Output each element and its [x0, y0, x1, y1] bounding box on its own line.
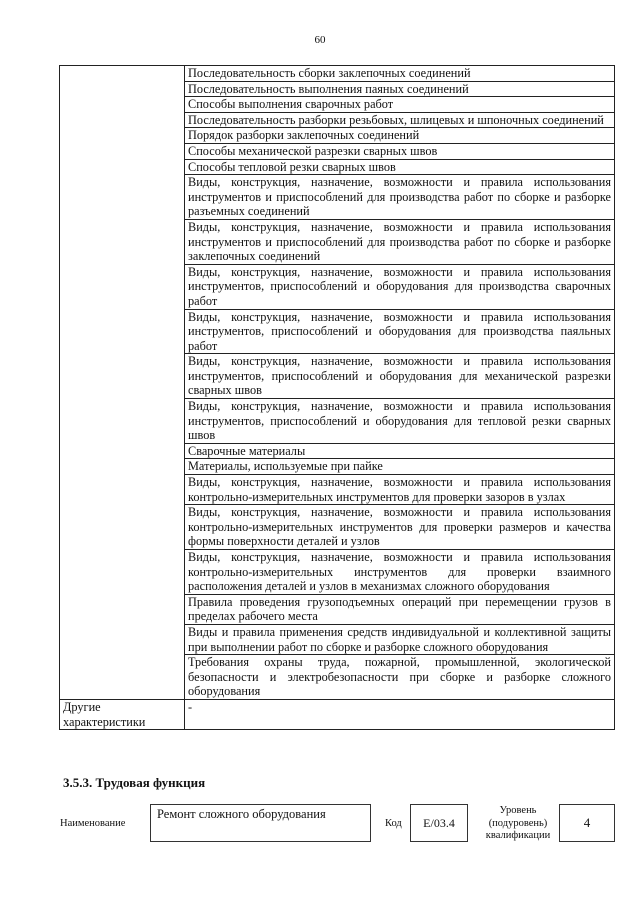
knowledge-item-text: Последовательность выполнения паяных соединений — [188, 81, 469, 96]
knowledge-item — [185, 264, 615, 309]
knowledge-item-text: Способы выполнения сварочных работ — [188, 97, 394, 112]
knowledge-item-text: Сварочные материалы — [188, 443, 306, 458]
qualification-level-label: Уровень (подуровень) квалификации — [485, 805, 551, 841]
row-label-empty — [60, 66, 185, 700]
knowledge-item-text: Виды, конструкция, назначение, возможности и правила использования контрольно-измерительных инструментов для проверки размеров и качества формы поверхности деталей и узлов — [188, 505, 611, 549]
qualification-level-field: 4 — [559, 804, 615, 842]
knowledge-item — [185, 443, 615, 459]
knowledge-item — [185, 505, 615, 550]
knowledge-item — [185, 128, 615, 144]
other-characteristics-value: - — [185, 699, 615, 729]
knowledge-item-text: Последовательность разборки резьбовых, шлицевых и шпоночных соединений — [188, 112, 604, 127]
page-number: 60 — [314, 34, 326, 46]
knowledge-item — [185, 624, 615, 654]
knowledge-item — [185, 81, 615, 97]
knowledge-item-text: Виды, конструкция, назначение, возможности и правила использования контрольно-измерительных инструментов для проверки взаимного расположения деталей и узлов в механизмах сложного оборудования — [188, 550, 611, 594]
knowledge-item-text: Виды и правила применения средств индивидуальной и коллективной защиты при выполнении работ по сборке и разборке сложного оборудования — [188, 624, 611, 654]
knowledge-item-text: Порядок разборки заклепочных соединений — [188, 128, 420, 143]
knowledge-item — [185, 175, 615, 220]
table-row-other — [60, 699, 615, 729]
knowledge-item-text: Материалы, используемые при пайке — [188, 459, 383, 474]
knowledge-item-text: Правила проведения грузоподъемных операций при перемещении грузов в пределах рабочего места — [188, 594, 611, 624]
knowledge-item — [185, 219, 615, 264]
knowledge-item — [185, 112, 615, 128]
function-name-field: Ремонт сложного оборудования — [150, 804, 371, 842]
knowledge-item — [185, 354, 615, 399]
knowledge-item-text: Виды, конструкция, назначение, возможности и правила использования инструментов и приспособлений для производства работ по сборке и разборке разъемных соединений — [188, 175, 611, 219]
knowledge-item-text: Способы механической разрезки сварных швов — [188, 143, 438, 158]
knowledge-item — [185, 399, 615, 444]
knowledge-item-text: Виды, конструкция, назначение, возможности и правила использования инструментов, приспособлений и оборудования для механической разрезки сварных швов — [188, 354, 611, 398]
knowledge-item-text: Способы тепловой резки сварных швов — [188, 159, 396, 174]
knowledge-item — [185, 475, 615, 505]
knowledge-item-text: Последовательность сборки заклепочных соединений — [188, 66, 471, 80]
knowledge-table — [59, 65, 615, 730]
knowledge-item — [185, 459, 615, 475]
knowledge-item-text: Виды, конструкция, назначение, возможности и правила использования инструментов и приспособлений для производства работ по сборке и разборке заклепочных соединений — [188, 219, 611, 264]
knowledge-item — [185, 550, 615, 595]
knowledge-item — [185, 309, 615, 354]
knowledge-item — [185, 143, 615, 159]
knowledge-item — [185, 655, 615, 700]
knowledge-item-text: Виды, конструкция, назначение, возможности и правила использования инструментов, приспособлений и оборудования для производства сварочных работ — [188, 264, 611, 308]
table-row — [60, 66, 615, 82]
knowledge-item-text: Виды, конструкция, назначение, возможности и правила использования контрольно-измерительных инструментов для проверки зазоров в узлах — [188, 475, 611, 504]
knowledge-item — [185, 594, 615, 624]
function-name-label: Наименование — [60, 818, 126, 829]
section-heading: 3.5.3. Трудовая функция — [63, 775, 206, 790]
knowledge-item-text: Виды, конструкция, назначение, возможности и правила использования инструментов, приспособлений и оборудования для производства паяльных работ — [188, 309, 611, 353]
function-code-field: E/03.4 — [410, 804, 468, 842]
knowledge-item — [185, 97, 615, 113]
function-code-label: Код — [385, 818, 402, 829]
knowledge-item — [185, 159, 615, 175]
other-characteristics-label: Другие характеристики — [60, 699, 185, 729]
knowledge-item — [185, 66, 615, 82]
knowledge-item-text: Требования охраны труда, пожарной, промышленной, экологической безопасности и электробезопасности при сборке и разборке сложного оборудования — [188, 655, 611, 699]
knowledge-item-text: Виды, конструкция, назначение, возможности и правила использования инструментов, приспособлений и оборудования для тепловой резки сварных швов — [188, 399, 611, 443]
